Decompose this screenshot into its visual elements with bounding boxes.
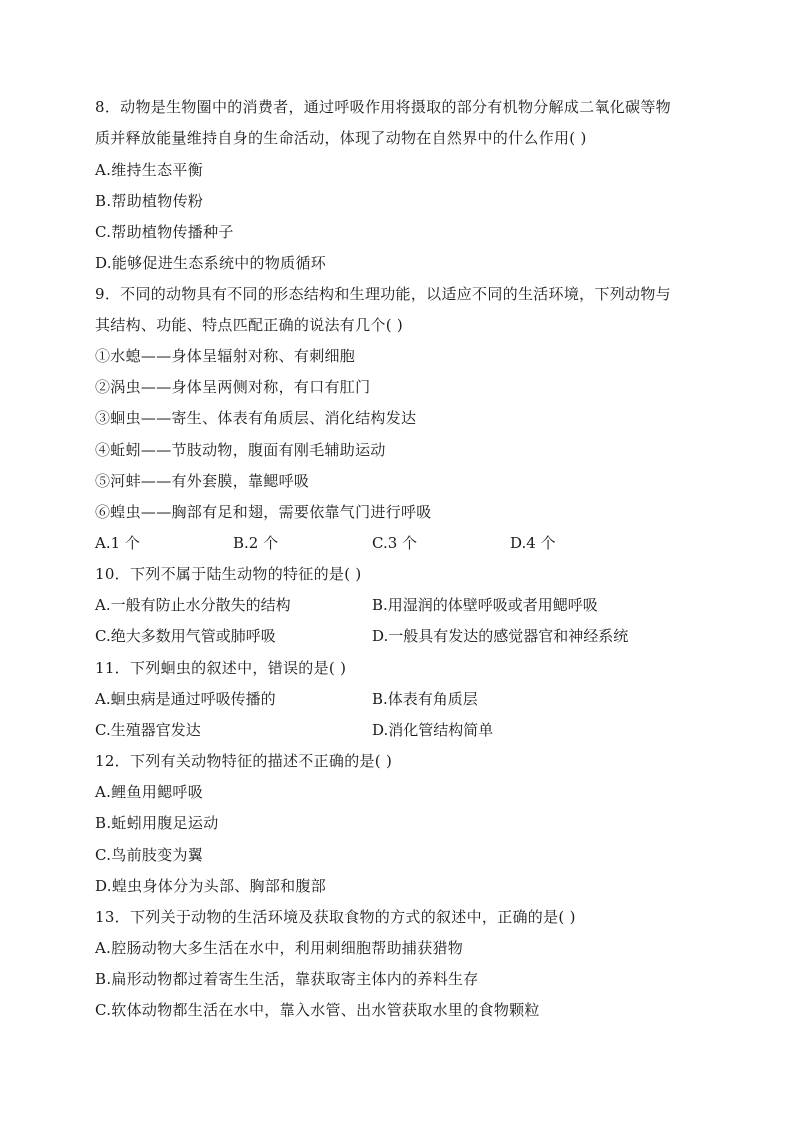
question-9-item-6: ⑥蝗虫——胸部有足和翅，需要依靠气门进行呼吸 xyxy=(95,503,432,521)
question-9-option-c: C.3 个 xyxy=(372,534,418,552)
question-11-option-c: C.生殖器官发达 xyxy=(95,721,201,739)
question-10-option-a: A.一般有防止水分散失的结构 xyxy=(95,596,291,614)
question-9-option-a: A.1 个 xyxy=(95,534,140,552)
question-9-option-b: B.2 个 xyxy=(233,534,279,552)
question-8-option-d: D.能够促进生态系统中的物质循环 xyxy=(95,254,327,272)
question-13-option-c: C.软体动物都生活在水中，靠入水管、出水管获取水里的食物颗粒 xyxy=(95,1001,540,1019)
question-9-stem-line-2: 其结构、功能、特点匹配正确的说法有几个( ) xyxy=(95,316,404,334)
question-9-option-d: D.4 个 xyxy=(510,534,556,552)
question-10-option-c: C.绝大多数用气管或肺呼吸 xyxy=(95,627,276,645)
question-11-option-a: A.蛔虫病是通过呼吸传播的 xyxy=(95,690,276,708)
question-8-option-b: B.帮助植物传粉 xyxy=(95,192,204,210)
question-11-option-d: D.消化管结构简单 xyxy=(372,721,494,739)
question-9-item-3: ③蛔虫——寄生、体表有角质层、消化结构发达 xyxy=(95,409,417,427)
question-13-option-b: B.扁形动物都过着寄生生活，靠获取寄主体内的养料生存 xyxy=(95,970,479,988)
question-12-option-b: B.蚯蚓用腹足运动 xyxy=(95,814,219,832)
question-13-stem: 13．下列关于动物的生活环境及获取食物的方式的叙述中，正确的是( ) xyxy=(95,908,576,926)
question-11-option-b: B.体表有角质层 xyxy=(372,690,478,708)
question-8-stem-line-2: 质并释放能量维持自身的生命活动，体现了动物在自然界中的什么作用( ) xyxy=(95,129,587,147)
question-9-item-4: ④蚯蚓——节肢动物，腹面有刚毛辅助运动 xyxy=(95,441,386,459)
question-11-stem: 11．下列蛔虫的叙述中，错误的是( ) xyxy=(95,659,347,677)
question-12-stem: 12．下列有关动物特征的描述不正确的是( ) xyxy=(95,752,393,770)
question-8-option-c: C.帮助植物传播种子 xyxy=(95,223,234,241)
question-9-stem-line-1: 9．不同的动物具有不同的形态结构和生理功能，以适应不同的生活环境，下列动物与 xyxy=(95,285,671,303)
question-12-option-d: D.蝗虫身体分为头部、胸部和腹部 xyxy=(95,877,327,895)
question-9-item-5: ⑤河蚌——有外套膜，靠鳃呼吸 xyxy=(95,472,310,490)
question-10-stem: 10．下列不属于陆生动物的特征的是( ) xyxy=(95,565,362,583)
question-8-stem-line-1: 8．动物是生物圈中的消费者，通过呼吸作用将摄取的部分有机物分解成二氧化碳等物 xyxy=(95,98,671,116)
question-10-option-b: B.用湿润的体壁呼吸或者用鳃呼吸 xyxy=(372,596,598,614)
question-8-option-a: A.维持生态平衡 xyxy=(95,161,204,179)
question-9-item-1: ①水螅——身体呈辐射对称、有刺细胞 xyxy=(95,347,356,365)
question-13-option-a: A.腔肠动物大多生活在水中，利用刺细胞帮助捕获猎物 xyxy=(95,939,464,957)
question-12-option-c: C.鸟前肢变为翼 xyxy=(95,846,204,864)
question-12-option-a: A.鲤鱼用鳃呼吸 xyxy=(95,783,204,801)
question-9-item-2: ②涡虫——身体呈两侧对称，有口有肛门 xyxy=(95,378,371,396)
question-10-option-d: D.一般具有发达的感觉器官和神经系统 xyxy=(372,627,629,645)
